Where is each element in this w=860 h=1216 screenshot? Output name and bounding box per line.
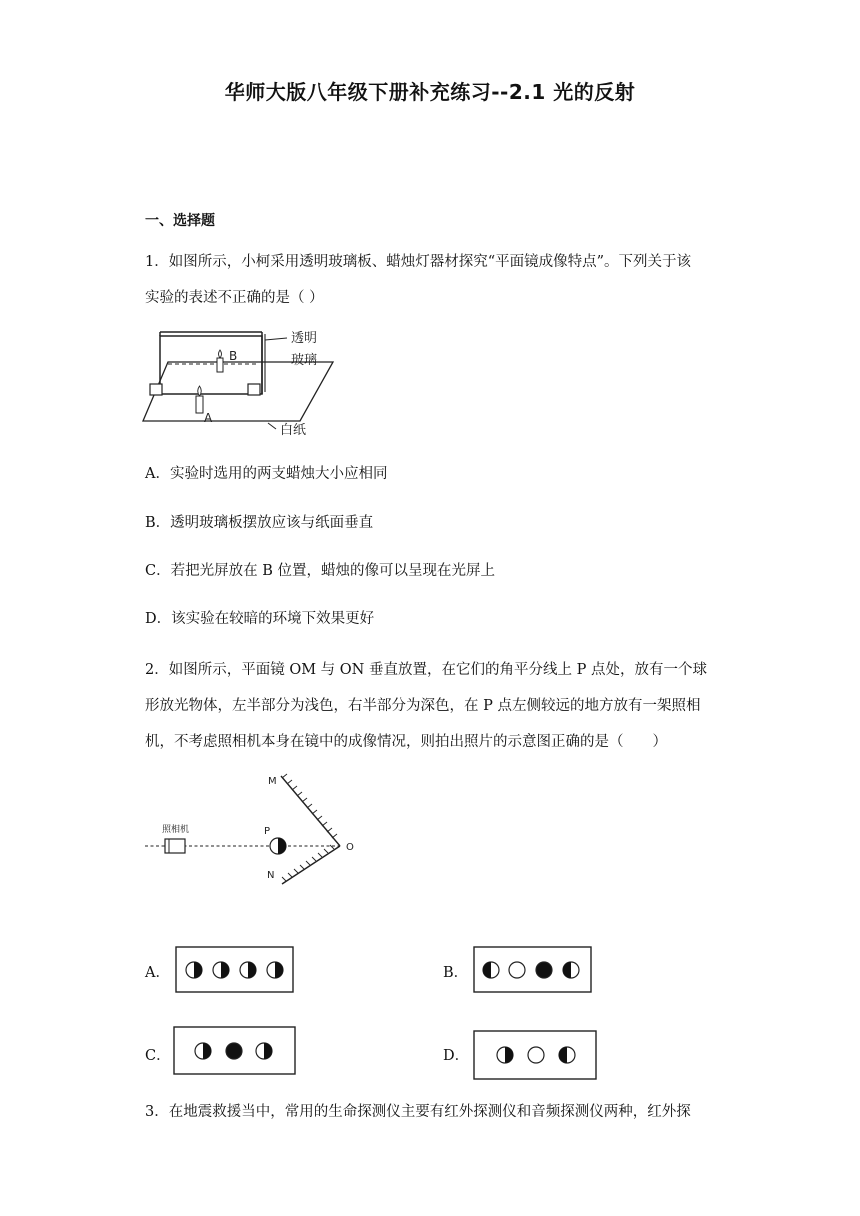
label-b: B: [229, 349, 238, 363]
question-3-line-1: 3．在地震救援当中，常用的生命探测仪主要有红外探测仪和音频探测仪两种，红外探: [145, 1104, 691, 1120]
label-p: P: [264, 826, 271, 837]
question-2-line-3: 机，不考虑照相机本身在镜中的成像情况，则拍出照片的示意图正确的是（ ）: [145, 734, 667, 750]
q2-option-b-figure: [473, 946, 593, 994]
q1-option-d: D．该实验在较暗的环境下效果更好: [145, 611, 375, 627]
question-1-text: [145, 244, 725, 316]
label-m: M: [268, 776, 277, 787]
question-1-line-1: 1．如图所示，小柯采用透明玻璃板、蜡烛灯器材探究“平面镜成像特点”。下列关于该: [145, 254, 692, 270]
question-2-line-1: 2．如图所示，平面镜 OM 与 ON 垂直放置，在它们的角平分线上 P 点处，放有一个球: [145, 662, 707, 678]
question-2-line-2: 形放光物体，左半部分为浅色，右半部分为深色，在 P 点左侧较远的地方放有一架照相: [145, 698, 701, 714]
q2-option-b-label: B．: [443, 965, 469, 981]
page-title: 华师大版八年级下册补充练习--2.1 光的反射: [224, 80, 636, 104]
label-camera: 照相机: [162, 825, 190, 835]
q2-mirror-figure: [140, 768, 370, 888]
q2-option-a-figure: [175, 946, 295, 994]
label-glass-1: 透明: [291, 331, 318, 346]
q2-option-c-figure: [173, 1026, 297, 1076]
question-1-line-2: 实验的表述不正确的是（ ）: [145, 290, 324, 306]
section-heading: 一、选择题: [145, 213, 215, 229]
label-n: N: [267, 870, 275, 881]
label-a: A: [204, 411, 213, 425]
q2-option-c-label: C．: [145, 1048, 171, 1064]
q2-option-a-label: A．: [145, 965, 170, 981]
q1-option-c: C．若把光屏放在 B 位置，蜡烛的像可以呈现在光屏上: [145, 563, 495, 579]
q2-option-d-figure: [473, 1030, 598, 1081]
q2-option-d-label: D．: [443, 1048, 470, 1064]
label-paper: 白纸: [280, 423, 307, 438]
label-glass-2: 玻璃: [291, 353, 318, 368]
q1-mirror-figure: [140, 326, 340, 441]
question-3-text: [145, 1094, 725, 1130]
q1-option-a: A．实验时选用的两支蜡烛大小应相同: [145, 466, 388, 482]
label-o: O: [346, 842, 354, 853]
question-2-text: [145, 652, 725, 760]
q1-option-b: B．透明玻璃板摆放应该与纸面垂直: [145, 515, 374, 531]
